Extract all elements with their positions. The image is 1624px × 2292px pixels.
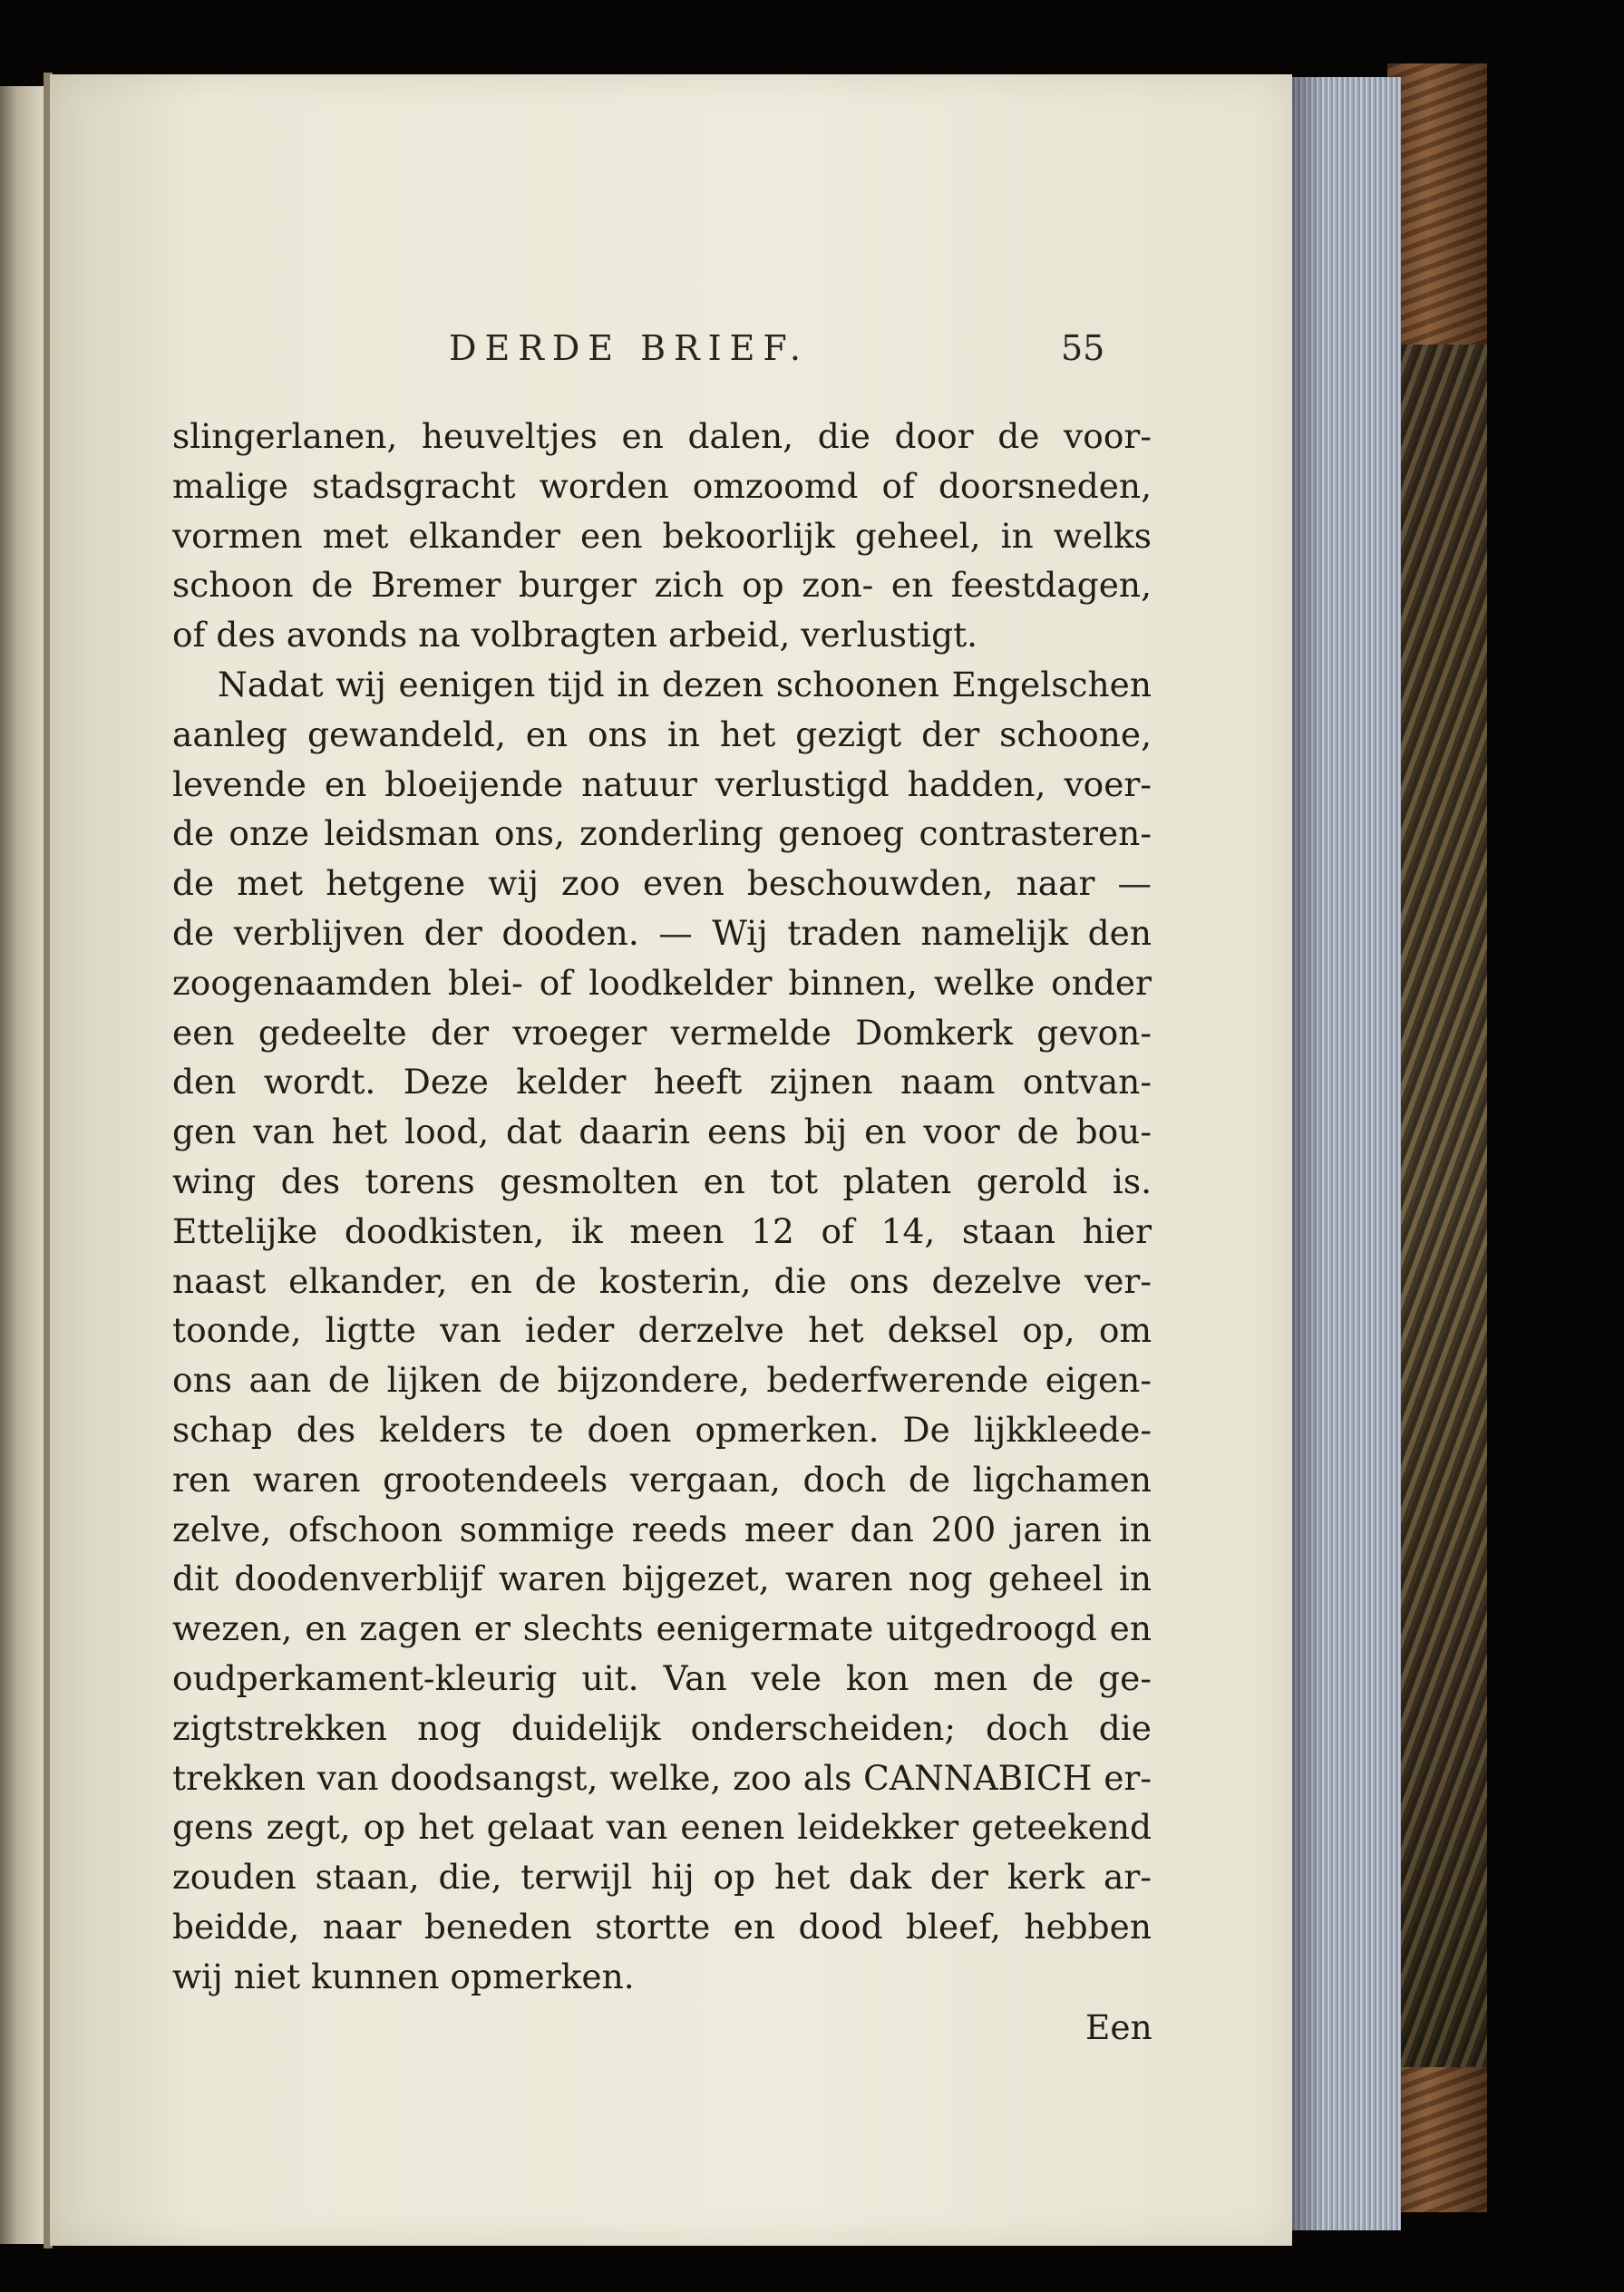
text-line: wezen, en zagen er slechts eenigermate uitgedroogd en [172, 1608, 1152, 1649]
page-edges-shadow [1288, 77, 1324, 2230]
text-line: de met hetgene wij zoo even beschouwden, naar — [172, 863, 1152, 904]
text-line: ren waren grootendeels vergaan, doch de ligchamen [172, 1459, 1152, 1500]
text-line: schoon de Bremer burger zich op zon- en feestdagen, [172, 565, 1152, 606]
text-line: trekken van doodsangst, welke, zoo als CANNABICH er- [172, 1757, 1152, 1798]
text-line: Nadat wij eenigen tijd in dezen schoonen Engelschen [218, 664, 1152, 704]
text-line: den wordt. Deze kelder heeft zijnen naam ontvan- [172, 1062, 1152, 1102]
text-line: aanleg gewandeld, en ons in het gezigt der schoone, [172, 714, 1152, 754]
text-line: malige stadsgracht worden omzoomd of doorsneden, [172, 465, 1152, 506]
text-line: de onze leidsman ons, zonderling genoeg contrasteren- [172, 813, 1152, 854]
catchword: Een [1085, 2007, 1152, 2047]
text-line: een gedeelte der vroeger vermelde Domkerk gevon- [172, 1012, 1152, 1053]
text-line: zigtstrekken nog duidelijk onderscheiden; doch die [172, 1707, 1152, 1748]
text-line: of des avonds na volbragten arbeid, verlustigt. [172, 615, 978, 656]
text-line: schap des kelders te doen opmerken. De lijkkleede- [172, 1409, 1152, 1450]
text-line: vormen met elkander een bekoorlijk geheel, in welks [172, 515, 1152, 556]
book-page [50, 74, 1292, 2246]
text-line: gens zegt, op het gelaat van eenen leidekker geteekend [172, 1807, 1152, 1848]
text-line: zelve, ofschoon sommige reeds meer dan 200 jaren in [172, 1509, 1152, 1549]
text-line: gen van het lood, dat daarin eens bij en voor de bou- [172, 1112, 1152, 1152]
book-cover-marbled-board [1387, 345, 1487, 2067]
text-line: naast elkander, en de kosterin, die ons dezelve ver- [172, 1260, 1152, 1301]
text-line: slingerlanen, heuveltjes en dalen, die door de voor- [172, 416, 1152, 456]
text-line: zouden staan, die, terwijl hij op het dak der kerk ar- [172, 1857, 1152, 1898]
text-line: toonde, ligtte van ieder derzelve het deksel op, om [172, 1310, 1152, 1351]
text-line: dit doodenverblijf waren bijgezet, waren nog geheel in [172, 1559, 1152, 1599]
text-line: beidde, naar beneden stortte en dood bleef, hebben [172, 1906, 1152, 1947]
facing-page-edge [0, 86, 44, 2244]
text-line: wij niet kunnen opmerken. [172, 1956, 635, 1996]
page-number: 55 [1061, 328, 1105, 368]
text-line: wing des torens gesmolten en tot platen gerold is. [172, 1161, 1152, 1201]
text-line: zoogenaamden blei- of loodkelder binnen, welke onder [172, 962, 1152, 1003]
body-text [172, 412, 1152, 2002]
text-line: oudperkament-kleurig uit. Van vele kon men de ge- [172, 1657, 1152, 1698]
page-header [50, 328, 1292, 374]
text-line: de verblijven der dooden. — Wij traden namelijk den [172, 912, 1152, 953]
text-line: levende en bloeijende natuur verlustigd hadden, voer- [172, 763, 1152, 804]
text-line: Ettelijke doodkisten, ik meen 12 of 14, staan hier [172, 1210, 1152, 1251]
text-line: ons aan de lijken de bijzondere, bederfwerende eigen- [172, 1360, 1152, 1401]
running-title: DERDE BRIEF. [449, 328, 809, 368]
